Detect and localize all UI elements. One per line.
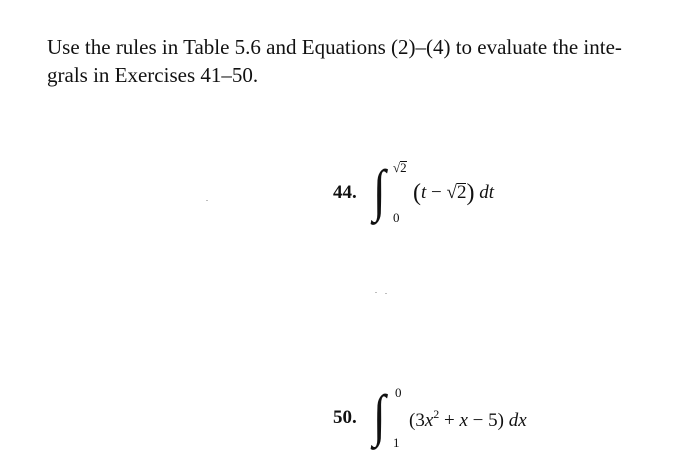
exponent: 2 — [433, 407, 440, 421]
minus-five: − 5) — [467, 410, 509, 431]
radical — [447, 182, 467, 204]
radicand: 2 — [456, 182, 467, 203]
variable-t: t — [421, 182, 427, 203]
exercise-number: 44. — [333, 182, 357, 203]
integral-sign: ∫ — [373, 158, 386, 222]
instructions-line-2: grals in Exercises 41–50. — [47, 63, 259, 87]
variable-x-2: x — [459, 410, 468, 431]
differential: dt — [474, 182, 494, 203]
scan-speck — [385, 293, 387, 294]
scan-speck — [375, 292, 377, 293]
instructions-text — [47, 33, 667, 89]
radical-sign: √ — [446, 182, 457, 203]
minus-sign: − — [426, 182, 447, 203]
differential: dx — [508, 410, 527, 431]
close-paren: ) — [466, 180, 475, 206]
radical-sign: √ — [393, 160, 401, 175]
instructions-line-1: Use the rules in Table 5.6 and Equations (2)–(4) to evaluate the inte- — [47, 35, 622, 59]
upper-limit: 0 — [395, 385, 402, 400]
open-paren: ( — [413, 180, 421, 206]
plus-sign: + — [439, 410, 460, 431]
lower-limit: 0 — [393, 210, 400, 225]
lower-limit: 1 — [393, 435, 400, 450]
integrand — [409, 407, 527, 432]
exercise-44 — [333, 160, 553, 230]
integrand — [413, 180, 494, 207]
variable-x: x — [424, 410, 434, 431]
integral-sign: ∫ — [373, 383, 386, 447]
exercise-50 — [333, 385, 573, 455]
scan-speck — [206, 200, 208, 201]
upper-limit-radicand: 2 — [400, 160, 407, 175]
exercise-number: 50. — [333, 407, 357, 428]
paren-three: (3 — [409, 410, 425, 431]
upper-limit — [393, 160, 407, 176]
